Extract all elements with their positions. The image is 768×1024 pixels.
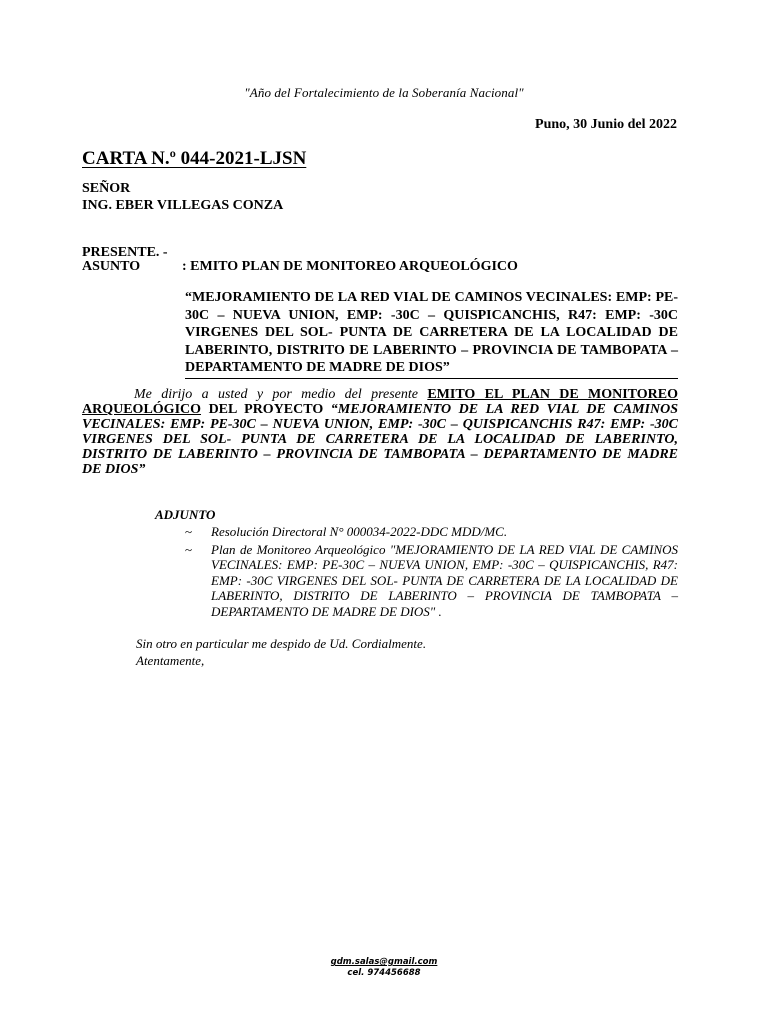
body-middle: DEL PROYECTO (201, 402, 331, 417)
closing-line: Sin otro en particular me despido de Ud. Cordialmente. (136, 636, 427, 651)
closing-signoff: Atentamente, (136, 653, 205, 668)
presente-label: PRESENTE. - (82, 245, 168, 260)
bullet-icon: ~ (185, 541, 193, 557)
letter-date: Puno, 30 Junio del 2022 (535, 117, 677, 132)
asunto-label: ASUNTO (82, 259, 141, 274)
list-item (185, 524, 678, 540)
asunto-text: : EMITO PLAN DE MONITOREO ARQUEOLÓGICO (182, 259, 518, 274)
adjunto-title: ADJUNTO (155, 507, 216, 522)
letter-number: CARTA N.º 044-2021-LJSN (82, 148, 307, 169)
body-intro: Me dirijo a usted y por medio del presente (134, 387, 428, 402)
body-emphasis: EMITO EL PLAN DE MONITOREO ARQUEOLÓGICO (82, 387, 678, 417)
recipient-name: ING. EBER VILLEGAS CONZA (82, 198, 284, 213)
footer-email[interactable]: gdm.salas@gmail.com (330, 957, 438, 967)
body-project: “MEJORAMIENTO DE LA RED VIAL DE CAMINOS VECINALES: EMP: PE-30C – NUEVA UNION, EMP: -30C – QUISPICANCHIS R47: EMP: -30C VIRGENES DEL SOL- PUNTA DE CARRETERA DE LA LOCALIDAD DE LABERINTO, DISTRITO DE LABERINTO – PROVINCIA DE TAMBOPATA – DEPARTAMENTO DE MADRE DE DIOS” (82, 402, 678, 477)
footer-contact (0, 957, 768, 979)
letter-motto: "Año del Fortalecimiento de la Soberanía Nacional" (244, 85, 524, 100)
bullet-icon: ~ (185, 524, 193, 539)
adjunto-list (185, 524, 678, 620)
closing (136, 635, 426, 669)
adjunto-item-text: Plan de Monitoreo Arqueológico "MEJORAMIENTO DE LA RED VIAL DE CAMINOS VECINALES: EMP: PE-30C – NUEVA UNION, EMP: -30C – QUISPICANCHIS, R47: EMP: -30C VIRGENES DEL SOL- PUNTA DE CARRETERA DE LA LOCALIDAD DE LABERINTO, DISTRITO DE LABERINTO – PROVINCIA DE TAMBOPATA – DEPARTAMENTO DE MADRE DE DIOS" . (211, 541, 678, 619)
list-item (185, 542, 678, 620)
adjunto-item-text: Resolución Directoral N° 000034-2022-DDC MDD/MC. (211, 524, 508, 539)
asunto-project: “MEJORAMIENTO DE LA RED VIAL DE CAMINOS VECINALES: EMP: PE-30C – NUEVA UNION, EMP: -30C – QUISPICANCHIS, R47: EMP: -30C VIRGENES DEL SOL- PUNTA DE CARRETERA DE LA LOCALIDAD DE LABERINTO, DISTRITO DE LABERINTO – PROVINCIA DE TAMBOPATA – DEPARTAMENTO DE MADRE DE DIOS” (185, 289, 678, 379)
recipient-title: SEÑOR (82, 181, 131, 196)
body-paragraph (82, 387, 678, 477)
footer-phone: cel. 974456688 (347, 968, 421, 978)
